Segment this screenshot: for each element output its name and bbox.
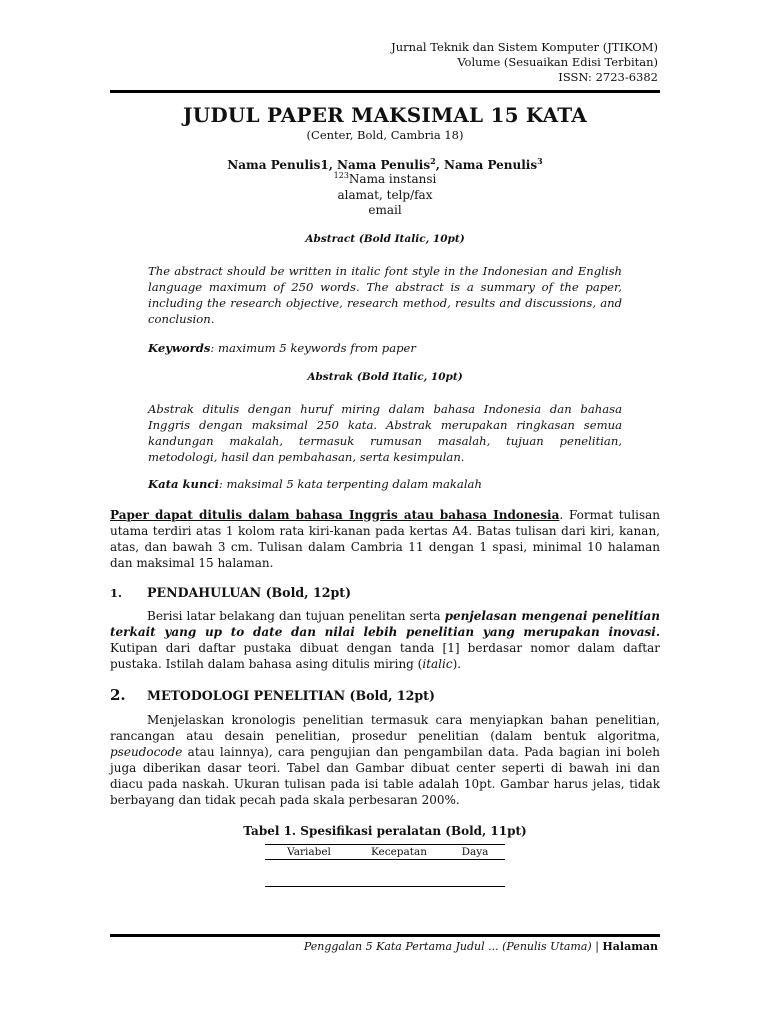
footer-rule — [110, 934, 660, 937]
section2-text-a: Menjelaskan kronologis penelitian termasuk cara menyiapkan bahan penelitian, rancangan atau desain penelitian, prosedur penelitian (dalam bentuk algoritma, — [110, 712, 660, 743]
table-bottom-rule — [265, 886, 505, 887]
intro-rest: . Format tulisan utama terdiri atas 1 kolom rata kiri-kanan pada kertas A4. Batas tulisan dari kiri, kanan, atas, dan bawah 3 cm. Tulisan dalam Cambria 11 dengan 1 spasi, minimal 10 halaman dan maksimal 15 halaman. — [110, 507, 661, 570]
section1-text-b: Kutipan dari daftar pustaka dibuat dengan tanda [1] berdasar nomor dalam daftar pustaka. Istilah dalam bahasa asing ditulis miring ( — [110, 640, 660, 671]
section-heading-1 — [110, 585, 660, 600]
section-paragraph-2 — [110, 712, 660, 808]
institution-name: Nama instansi — [348, 172, 437, 186]
page-label: Halaman — [602, 940, 658, 953]
abstrak-heading: Abstrak (Bold Italic, 10pt) — [307, 370, 463, 383]
table-col-variabel: Variabel — [287, 845, 331, 858]
keywords-line — [148, 341, 622, 355]
page-footer — [304, 940, 658, 953]
intro-underlined: Paper dapat ditulis dalam bahasa Inggris atau bahasa Indonesia — [110, 507, 560, 522]
keywords-text: : maximum 5 keywords from paper — [210, 340, 416, 355]
institution-address: alamat, telp/fax — [337, 187, 433, 202]
section1-text-a: Berisi latar belakang dan tujuan penelitan serta — [147, 608, 445, 623]
page-body — [110, 100, 660, 887]
journal-header — [391, 40, 658, 85]
section2-text-b: atau lainnya), cara pengujian dan pengambilan data. Pada bagian ini boleh juga diberikan dasar teori. Tabel dan Gambar dibuat center seperti di bawah ini dan diacu pada naskah. Ukuran tulisan pada isi table adalah 10pt. Gambar harus jelas, tidak berbayang dan tidak pecah pada skala perbesaran 200%. — [110, 744, 660, 807]
section1-italic-word: italic — [422, 656, 453, 671]
paper-title: JUDUL PAPER MAKSIMAL 15 KATA — [183, 103, 587, 127]
section1-emphasis: penjelasan mengenai penelitian terkait yang up to date dan nilai lebih penelitian yang merupakan inovasi. — [110, 608, 661, 639]
section-title-1: PENDAHULUAN (Bold, 12pt) — [147, 584, 352, 600]
author-names-2: , Nama Penulis — [435, 158, 538, 172]
keywords-label: Keywords — [148, 340, 211, 355]
header-rule — [110, 90, 660, 93]
table-caption: Tabel 1. Spesifikasi peralatan (Bold, 11pt) — [243, 823, 527, 838]
journal-name: Jurnal Teknik dan Sistem Komputer (JTIKOM) — [391, 40, 658, 54]
intro-paragraph — [110, 507, 660, 571]
table-header-row — [265, 844, 505, 860]
kata-kunci-label: Kata kunci — [148, 476, 219, 491]
author-sup-3: 3 — [537, 156, 543, 166]
affiliation-sup: 123 — [333, 171, 349, 180]
abstract-text: The abstract should be written in italic font style in the Indonesian and English language maximum of 250 words. The abstract is a summary of the paper, including the research objective, research method, results and discussions, and conclusion. — [148, 263, 622, 326]
table-col-kecepatan: Kecepatan — [370, 845, 428, 858]
author-list — [110, 158, 660, 172]
abstrak-text: Abstrak ditulis dengan huruf miring dalam bahasa Indonesia dan bahasa Inggris dengan maksimal 250 kata. Abstrak merupakan ringkasan semua kandungan makalah, termasuk rumusan masalah, tujuan penelitian, metodologi, hasil dan pembahasan, serta kesimpulan. — [148, 401, 622, 464]
section1-text-c: ). — [452, 656, 462, 671]
section-paragraph-1 — [110, 608, 660, 672]
table-col-daya: Daya — [461, 845, 489, 858]
section2-italic-word: pseudocode — [110, 744, 183, 759]
section-number-1: 1. — [110, 585, 123, 600]
kata-kunci-line — [148, 477, 622, 491]
section-title-2: METODOLOGI PENELITIAN (Bold, 12pt) — [147, 687, 435, 703]
journal-issn: ISSN: 2723-6382 — [558, 70, 658, 84]
author-names-1: Nama Penulis1, Nama Penulis — [227, 158, 431, 172]
journal-volume: Volume (Sesuaikan Edisi Terbitan) — [457, 55, 658, 69]
spec-table — [265, 844, 505, 887]
section-number-2: 2. — [110, 685, 126, 704]
abstract-heading: Abstract (Bold Italic, 10pt) — [305, 232, 465, 245]
title-format-note: (Center, Bold, Cambria 18) — [306, 128, 464, 142]
running-title: Penggalan 5 Kata Pertama Judul ... (Penulis Utama) — [303, 940, 592, 953]
affiliation-block — [110, 172, 660, 219]
institution-email: email — [368, 203, 402, 217]
author-sup-2: 2 — [430, 156, 436, 166]
kata-kunci-text: : maksimal 5 kata terpenting dalam makalah — [218, 476, 482, 491]
section-heading-2 — [110, 686, 660, 704]
footer-separator: | — [591, 940, 603, 953]
